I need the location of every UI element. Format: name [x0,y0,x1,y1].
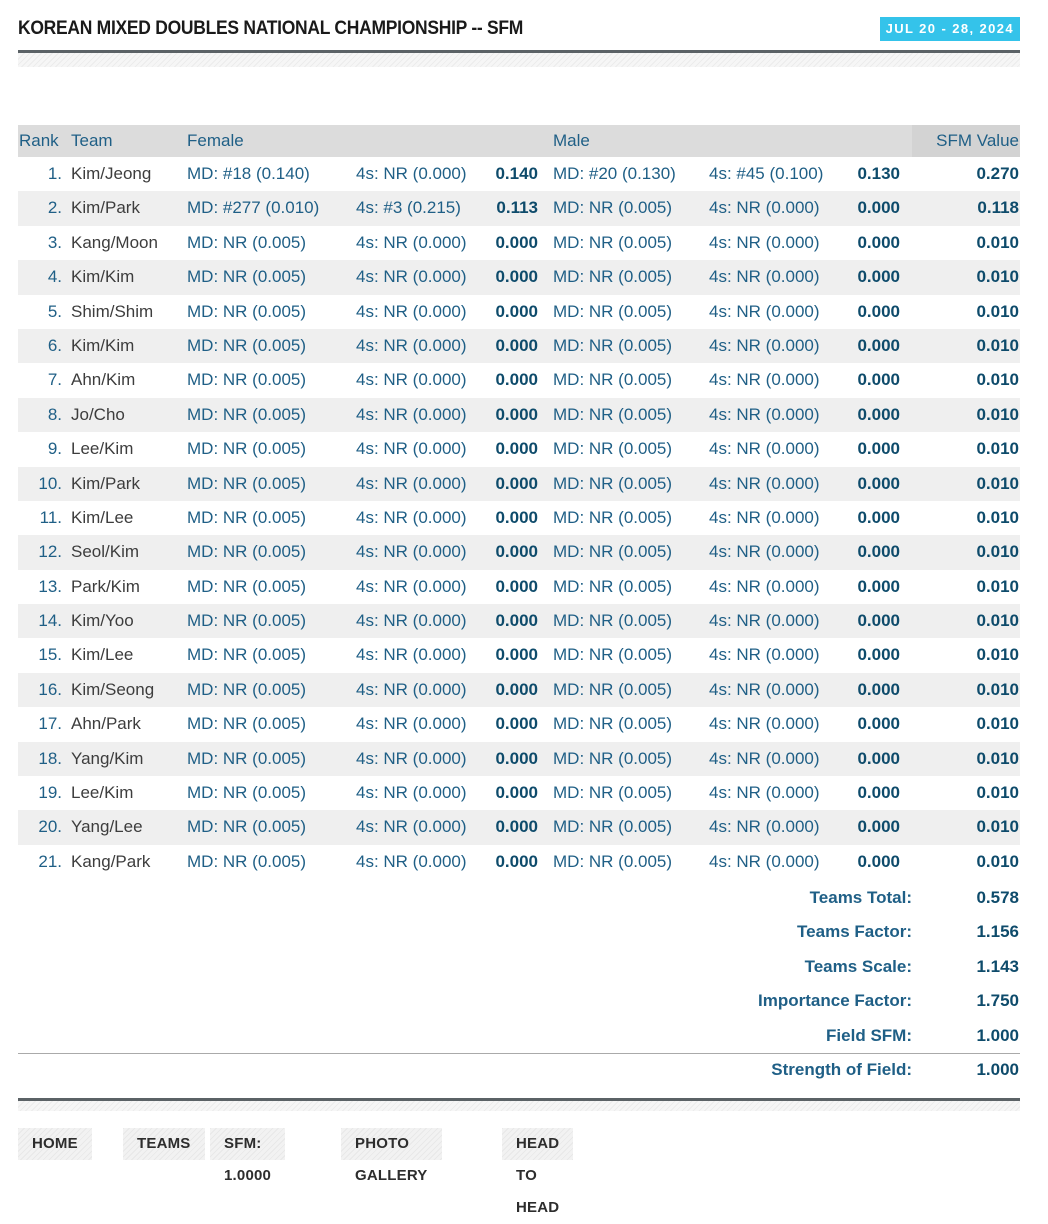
female-value: 0.000 [495,817,538,837]
female-value: 0.000 [495,439,538,459]
male-4s-ranking[interactable]: 4s: NR (0.000) [709,473,820,493]
rank-cell: 20. [38,817,62,837]
male-md-ranking[interactable]: MD: NR (0.005) [553,507,673,527]
table-row [18,570,1020,604]
female-md-ranking[interactable]: MD: NR (0.005) [187,748,307,768]
rank-cell: 19. [38,783,62,803]
male-4s-ranking[interactable]: 4s: NR (0.000) [709,542,820,562]
team-name[interactable]: Kim/Lee [71,507,134,527]
male-value: 0.000 [857,198,900,218]
male-value: 0.000 [857,370,900,390]
male-4s-ranking[interactable]: 4s: NR (0.000) [709,198,820,218]
male-4s-ranking[interactable]: 4s: NR (0.000) [709,507,820,527]
female-value: 0.000 [495,611,538,631]
team-name[interactable]: Lee/Kim [71,783,134,803]
table-row [18,742,1020,776]
column-header-rank[interactable]: Rank [19,131,59,150]
male-value: 0.000 [857,507,900,527]
sfm-value: 0.010 [976,370,1019,390]
male-4s-ranking[interactable]: 4s: NR (0.000) [709,714,820,734]
male-value: 0.000 [857,232,900,252]
female-4s-ranking[interactable]: 4s: NR (0.000) [356,645,467,665]
male-value: 0.000 [857,679,900,699]
female-md-ranking[interactable]: MD: NR (0.005) [187,783,307,803]
male-md-ranking[interactable]: MD: NR (0.005) [553,851,673,871]
male-md-ranking[interactable]: MD: NR (0.005) [553,404,673,424]
rank-cell: 7. [47,370,62,390]
female-4s-ranking[interactable]: 4s: NR (0.000) [356,404,467,424]
sfm-value: 0.010 [976,576,1019,596]
male-md-ranking[interactable]: MD: NR (0.005) [553,473,673,493]
male-md-ranking[interactable]: MD: NR (0.005) [553,645,673,665]
column-header-female[interactable]: Female [187,131,244,150]
strength-of-field-value: 1.000 [976,1060,1019,1079]
female-4s-ranking[interactable]: 4s: NR (0.000) [356,817,467,837]
female-4s-ranking[interactable]: 4s: NR (0.000) [356,267,467,287]
rank-cell: 8. [47,404,62,424]
rank-cell: 9. [47,439,62,459]
team-name[interactable]: Kim/Lee [71,645,134,665]
sfm-value: 0.010 [976,232,1019,252]
male-4s-ranking[interactable]: 4s: NR (0.000) [709,267,820,287]
sfm-value: 0.010 [976,267,1019,287]
female-4s-ranking[interactable]: 4s: NR (0.000) [356,335,467,355]
summary-label: Teams Total: [809,888,912,907]
female-value: 0.000 [495,232,538,252]
nav-head-to-head-button[interactable]: HEAD TO HEAD [502,1128,573,1160]
sfm-value: 0.010 [976,335,1019,355]
table-row [18,363,1020,397]
male-value: 0.000 [857,542,900,562]
team-name[interactable]: Ahn/Park [71,714,141,734]
female-4s-ranking[interactable]: 4s: NR (0.000) [356,714,467,734]
rank-cell: 5. [47,301,62,321]
nav-teams-button[interactable]: TEAMS [123,1128,205,1160]
male-4s-ranking[interactable]: 4s: NR (0.000) [709,335,820,355]
team-name[interactable]: Kim/Seong [71,679,155,699]
team-name[interactable]: Kim/Kim [71,335,135,355]
male-value: 0.000 [857,611,900,631]
male-md-ranking[interactable]: MD: NR (0.005) [553,611,673,631]
sfm-value: 0.010 [976,748,1019,768]
summary-value: 0.578 [976,888,1019,907]
rank-cell: 3. [47,232,62,252]
male-4s-ranking[interactable]: 4s: NR (0.000) [709,576,820,596]
footer-hatch-band [18,1101,1020,1111]
male-value: 0.000 [857,404,900,424]
female-value: 0.000 [495,404,538,424]
female-md-ranking[interactable]: MD: NR (0.005) [187,576,307,596]
female-md-ranking[interactable]: MD: NR (0.005) [187,679,307,699]
male-md-ranking[interactable]: MD: NR (0.005) [553,335,673,355]
column-header-male[interactable]: Male [553,131,590,150]
male-md-ranking[interactable]: MD: #20 (0.130) [553,164,676,183]
female-value: 0.140 [495,164,538,183]
male-4s-ranking[interactable]: 4s: NR (0.000) [709,748,820,768]
summary-row [18,950,1020,984]
male-md-ranking[interactable]: MD: NR (0.005) [553,542,673,562]
team-name[interactable]: Jo/Cho [71,404,125,424]
male-value: 0.000 [857,301,900,321]
rank-cell: 21. [38,851,62,871]
male-value: 0.000 [857,645,900,665]
sfm-table [18,125,1020,879]
male-value: 0.000 [857,335,900,355]
male-4s-ranking[interactable]: 4s: NR (0.000) [709,232,820,252]
table-row [18,810,1020,844]
sfm-value: 0.010 [976,817,1019,837]
rank-cell: 10. [38,473,62,493]
table-row [18,191,1020,225]
table-row [18,707,1020,741]
sfm-value: 0.010 [976,611,1019,631]
summary-value: 1.143 [976,956,1019,976]
female-4s-ranking[interactable]: 4s: NR (0.000) [356,473,467,493]
female-4s-ranking[interactable]: 4s: NR (0.000) [356,542,467,562]
team-name[interactable]: Park/Kim [71,576,140,596]
female-4s-ranking[interactable]: 4s: NR (0.000) [356,576,467,596]
summary-row [18,915,1020,949]
page-header [18,0,1020,52]
column-header-sfm-value[interactable]: SFM Value [936,131,1019,150]
page-title: KOREAN MIXED DOUBLES NATIONAL CHAMPIONSHIP -- SFM [18,18,524,39]
female-value: 0.000 [495,370,538,390]
summary-row [18,1019,1020,1053]
nav-sfm-button[interactable]: SFM: 1.0000 [210,1128,285,1160]
male-md-ranking[interactable]: MD: NR (0.005) [553,714,673,734]
nav-photo-gallery-button[interactable]: PHOTO GALLERY [341,1128,442,1160]
female-4s-ranking[interactable]: 4s: NR (0.000) [356,301,467,321]
female-md-ranking[interactable]: MD: NR (0.005) [187,507,307,527]
summary-value: 1.156 [976,922,1019,942]
table-row [18,295,1020,329]
female-4s-ranking[interactable]: 4s: NR (0.000) [356,164,467,183]
female-value: 0.000 [495,851,538,871]
sfm-value: 0.010 [976,301,1019,321]
sfm-value: 0.010 [976,473,1019,493]
date-badge: JUL 20 - 28, 2024 [880,17,1020,41]
table-row [18,501,1020,535]
male-value: 0.000 [857,267,900,287]
female-4s-ranking[interactable]: 4s: NR (0.000) [356,370,467,390]
summary-row [18,881,1020,915]
male-value: 0.000 [857,439,900,459]
female-value: 0.113 [496,198,538,218]
sfm-value: 0.010 [976,439,1019,459]
male-md-ranking[interactable]: MD: NR (0.005) [553,679,673,699]
female-4s-ranking[interactable]: 4s: #3 (0.215) [356,198,461,218]
female-md-ranking[interactable]: MD: NR (0.005) [187,439,307,459]
male-4s-ranking[interactable]: 4s: NR (0.000) [709,370,820,390]
team-name[interactable]: Seol/Kim [71,542,140,562]
male-md-ranking[interactable]: MD: NR (0.005) [553,232,673,252]
strength-block [18,1053,1020,1087]
summary-label: Teams Scale: [804,956,912,976]
rank-cell: 18. [38,748,62,768]
summary-row [18,984,1020,1018]
female-4s-ranking[interactable]: 4s: NR (0.000) [356,507,467,527]
female-4s-ranking[interactable]: 4s: NR (0.000) [356,748,467,768]
male-4s-ranking[interactable]: 4s: NR (0.000) [709,404,820,424]
male-4s-ranking[interactable]: 4s: #45 (0.100) [709,164,824,183]
rank-cell: 11. [39,507,62,527]
female-4s-ranking[interactable]: 4s: NR (0.000) [356,611,467,631]
rank-cell: 4. [47,267,62,287]
male-4s-ranking[interactable]: 4s: NR (0.000) [709,439,820,459]
summary-label: Field SFM: [826,1025,912,1045]
female-4s-ranking[interactable]: 4s: NR (0.000) [356,679,467,699]
female-value: 0.000 [495,748,538,768]
female-md-ranking[interactable]: MD: NR (0.005) [187,267,307,287]
rank-cell: 16. [38,679,62,699]
rank-cell: 17. [38,714,62,734]
male-4s-ranking[interactable]: 4s: NR (0.000) [709,611,820,631]
female-value: 0.000 [495,267,538,287]
table-row [18,535,1020,569]
summary-value: 1.750 [976,991,1019,1011]
female-value: 0.000 [495,714,538,734]
table-row [18,673,1020,707]
summary-value: 1.000 [976,1025,1019,1045]
male-4s-ranking[interactable]: 4s: NR (0.000) [709,679,820,699]
male-4s-ranking[interactable]: 4s: NR (0.000) [709,851,820,871]
strength-of-field-label: Strength of Field: [771,1060,912,1079]
male-md-ranking[interactable]: MD: NR (0.005) [553,267,673,287]
team-name[interactable]: Kim/Yoo [71,611,134,631]
male-value: 0.000 [857,473,900,493]
female-md-ranking[interactable]: MD: #277 (0.010) [187,198,320,218]
female-4s-ranking[interactable]: 4s: NR (0.000) [356,851,467,871]
sfm-value: 0.270 [976,164,1019,183]
sfm-value: 0.010 [976,404,1019,424]
male-md-ranking[interactable]: MD: NR (0.005) [553,198,673,218]
column-header-team[interactable]: Team [71,131,113,150]
team-name[interactable]: Yang/Lee [71,817,143,837]
male-value: 0.000 [857,748,900,768]
table-row [18,157,1020,191]
summary-block [18,881,1020,1053]
rank-cell: 15. [38,645,62,665]
female-md-ranking[interactable]: MD: NR (0.005) [187,301,307,321]
female-md-ranking[interactable]: MD: #18 (0.140) [187,164,310,183]
rank-cell: 6. [47,335,62,355]
male-value: 0.000 [857,783,900,803]
female-md-ranking[interactable]: MD: NR (0.005) [187,404,307,424]
team-name[interactable]: Yang/Kim [71,748,144,768]
female-value: 0.000 [495,783,538,803]
table-row [18,638,1020,672]
nav-home-button[interactable]: HOME [18,1128,92,1160]
male-value: 0.000 [857,714,900,734]
table-row [18,432,1020,466]
female-md-ranking[interactable]: MD: NR (0.005) [187,645,307,665]
team-name[interactable]: Kang/Moon [71,232,158,252]
header-hatch-band [18,53,1020,67]
table-row [18,260,1020,294]
female-value: 0.000 [495,542,538,562]
sfm-value: 0.010 [976,783,1019,803]
male-4s-ranking[interactable]: 4s: NR (0.000) [709,783,820,803]
team-name[interactable]: Kim/Kim [71,267,135,287]
female-4s-ranking[interactable]: 4s: NR (0.000) [356,232,467,252]
sfm-value: 0.010 [976,679,1019,699]
team-name[interactable]: Kim/Jeong [71,164,152,183]
team-name[interactable]: Shim/Shim [71,301,154,321]
female-value: 0.000 [495,301,538,321]
sfm-value: 0.118 [977,198,1019,218]
male-md-ranking[interactable]: MD: NR (0.005) [553,439,673,459]
male-md-ranking[interactable]: MD: NR (0.005) [553,576,673,596]
team-name[interactable]: Kang/Park [71,851,151,871]
female-md-ranking[interactable]: MD: NR (0.005) [187,232,307,252]
male-md-ranking[interactable]: MD: NR (0.005) [553,817,673,837]
female-md-ranking[interactable]: MD: NR (0.005) [187,714,307,734]
sfm-value: 0.010 [976,645,1019,665]
table-row [18,398,1020,432]
table-body [18,157,1020,879]
table-row [18,845,1020,879]
female-value: 0.000 [495,473,538,493]
female-value: 0.000 [495,576,538,596]
rank-cell: 14. [38,611,62,631]
team-name[interactable]: Kim/Park [71,198,140,218]
female-md-ranking[interactable]: MD: NR (0.005) [187,851,307,871]
table-row [18,776,1020,810]
male-md-ranking[interactable]: MD: NR (0.005) [553,748,673,768]
female-md-ranking[interactable]: MD: NR (0.005) [187,542,307,562]
sfm-value: 0.010 [976,542,1019,562]
team-name[interactable]: Ahn/Kim [71,370,136,390]
female-md-ranking[interactable]: MD: NR (0.005) [187,370,307,390]
female-value: 0.000 [495,335,538,355]
female-4s-ranking[interactable]: 4s: NR (0.000) [356,783,467,803]
male-4s-ranking[interactable]: 4s: NR (0.000) [709,817,820,837]
male-value: 0.000 [857,576,900,596]
team-name[interactable]: Lee/Kim [71,439,134,459]
female-value: 0.000 [495,645,538,665]
table-header-row [18,125,1020,157]
rank-cell: 12. [38,542,62,562]
team-name[interactable]: Kim/Park [71,473,140,493]
male-value: 0.130 [857,164,900,183]
male-value: 0.000 [857,851,900,871]
female-md-ranking[interactable]: MD: NR (0.005) [187,335,307,355]
male-4s-ranking[interactable]: 4s: NR (0.000) [709,301,820,321]
male-value: 0.000 [857,817,900,837]
female-md-ranking[interactable]: MD: NR (0.005) [187,611,307,631]
female-value: 0.000 [495,679,538,699]
table-row [18,329,1020,363]
male-4s-ranking[interactable]: 4s: NR (0.000) [709,645,820,665]
female-md-ranking[interactable]: MD: NR (0.005) [187,817,307,837]
female-md-ranking[interactable]: MD: NR (0.005) [187,473,307,493]
table-row [18,226,1020,260]
strength-of-field-row [18,1053,1020,1087]
male-md-ranking[interactable]: MD: NR (0.005) [553,370,673,390]
summary-label: Teams Factor: [797,922,912,942]
rank-cell: 13. [38,576,62,596]
summary-label: Importance Factor: [758,991,912,1011]
table-row [18,467,1020,501]
male-md-ranking[interactable]: MD: NR (0.005) [553,301,673,321]
female-4s-ranking[interactable]: 4s: NR (0.000) [356,439,467,459]
sfm-value: 0.010 [976,851,1019,871]
sfm-value: 0.010 [976,507,1019,527]
rank-cell: 2. [47,198,62,218]
male-md-ranking[interactable]: MD: NR (0.005) [553,783,673,803]
sfm-value: 0.010 [976,714,1019,734]
female-value: 0.000 [495,507,538,527]
rank-cell: 1. [47,164,62,183]
table-row [18,604,1020,638]
